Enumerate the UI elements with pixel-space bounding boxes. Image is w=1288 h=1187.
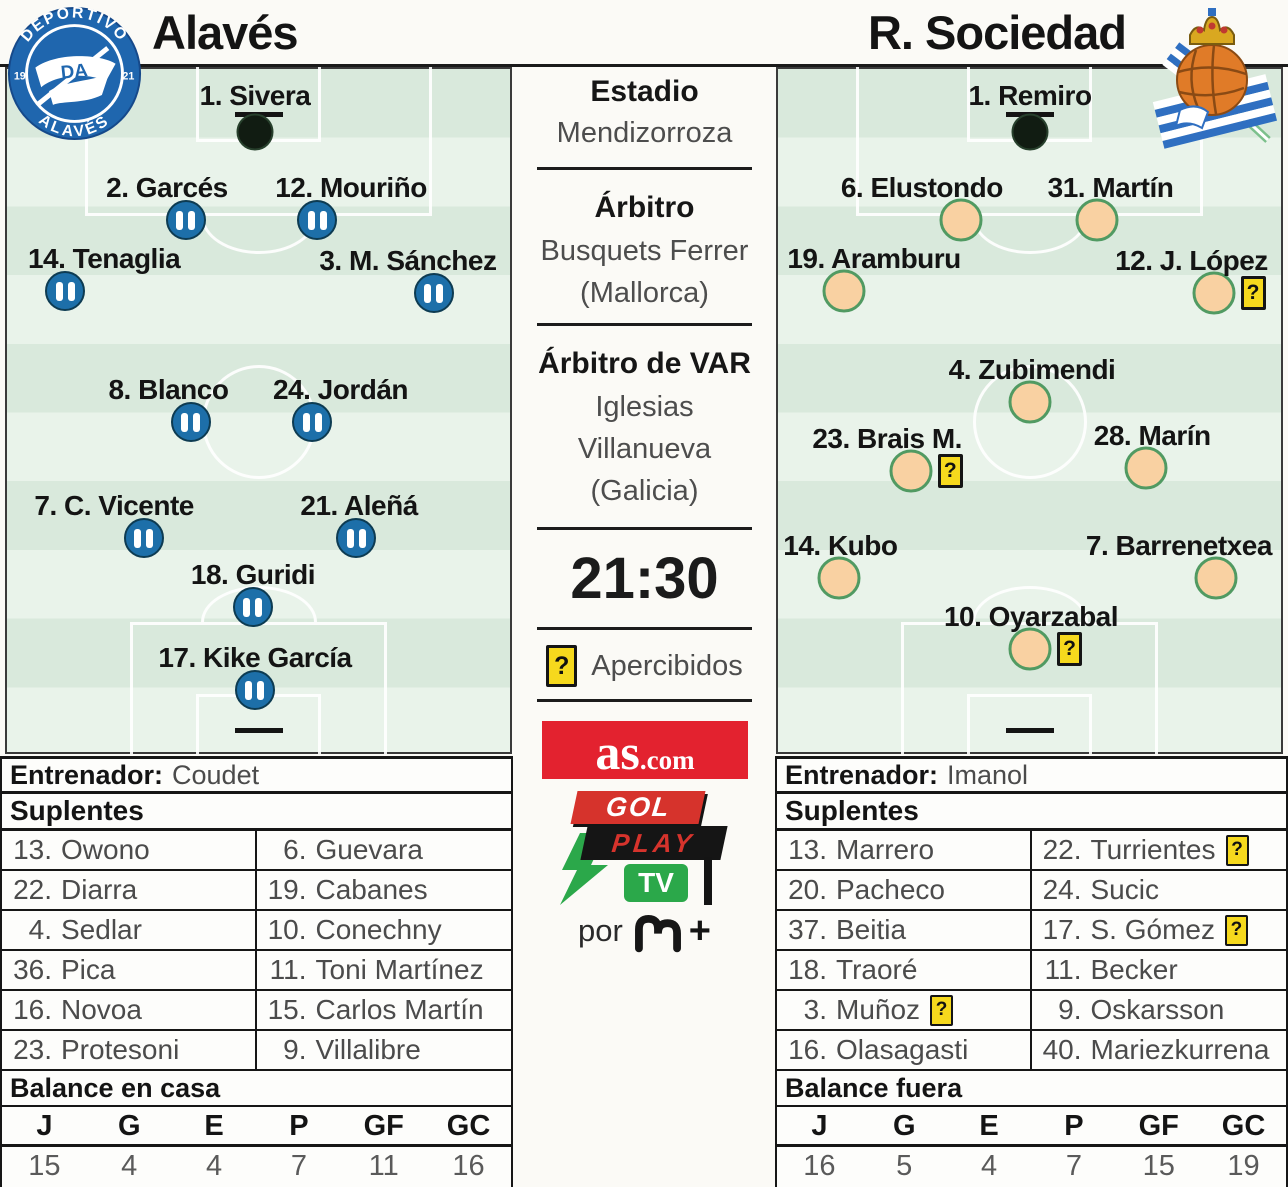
jersey-stripe [134,529,141,548]
substitute-name: Muñoz [836,994,921,1025]
player-label: 8. Blanco [108,374,229,405]
player-dot [292,402,332,442]
logo-bar [704,857,712,905]
substitute-number: 11. [269,954,307,985]
substitute-name: Toni Martínez [315,954,484,985]
substitute-name: Sucic [1090,874,1159,905]
away-team-title: R. Sociedad [867,6,1126,59]
substitute-name: Beitia [836,914,907,945]
warning-card-icon: ? [930,995,953,1026]
gol-play-tv-logo [544,791,744,905]
por-label: por [577,913,623,948]
balance-title: Balance fuera [777,1071,1286,1107]
balance-value: 16 [803,1150,836,1182]
substitute-number: 24. [1042,874,1082,905]
substitutes-row [777,1031,1286,1071]
balance-column-header: G [892,1110,916,1142]
substitute-cell [257,951,512,989]
substitute-cell [1032,1031,1287,1069]
goal-mark [1006,728,1054,733]
player-dot [297,200,337,240]
balance-title: Balance en casa [2,1071,511,1107]
jersey-stripe [347,529,354,548]
jersey-stripe [320,211,327,230]
jersey-stripe [255,598,262,617]
substitute-name: Sedlar [61,914,142,945]
player-label: 21. Aleñá [300,490,418,521]
balance-value: 4 [206,1150,223,1182]
coach-name: Coudet [172,759,260,790]
substitute-number: 10. [267,914,307,945]
substitute-number: 18. [788,954,827,985]
player-label: 7. Barrenetxea [1085,530,1272,561]
substitute-cell [777,951,1032,989]
substitute-name: Olasagasti [836,1034,969,1065]
jersey-stripe [303,413,310,432]
substitutes-row [2,991,511,1031]
goalkeeper-dot [1012,114,1049,151]
substitute-number: 9. [1058,994,1082,1025]
jersey-stripe [181,413,188,432]
warning-card-icon: ? [938,454,963,488]
substitute-name: Conechny [315,914,442,945]
substitute-cell [777,1031,1032,1069]
player-dot [336,518,376,558]
as-logo-text: as [595,724,640,780]
substitute-name: Villalibre [315,1034,421,1065]
balance-column-header: J [811,1110,828,1142]
substitute-number: 22. [13,874,52,905]
substitute-name: Protesoni [61,1034,180,1065]
substitute-cell [1032,951,1287,989]
warning-card-icon: ? [1241,276,1266,310]
substitute-name: Turrientes [1090,834,1216,865]
away-pitch [776,67,1283,754]
substitutes-table [777,831,1286,1071]
player-label: 14. Tenaglia [27,243,181,274]
substitute-number: 16. [788,1034,827,1065]
substitute-name: Carlos Martín [315,994,484,1025]
player-dot [1009,628,1052,671]
crest-monogram: DA [59,59,89,83]
player-label: 6. Elustondo [840,172,1003,203]
movistar-m-icon [632,909,684,953]
referee-label: Árbitro [594,191,695,224]
substitutes-row [777,871,1286,911]
player-dot [233,587,273,627]
balance-header-row [777,1107,1286,1147]
substitute-number: 9. [283,1034,307,1065]
substitutes-row [2,871,511,911]
substitute-number: 20. [788,874,827,905]
player-dot [1009,381,1052,424]
substitute-cell [1032,871,1287,909]
referee-name: Busquets Ferrer [540,235,749,267]
player-dot [818,557,861,600]
player-label: 31. Martín [1047,172,1174,203]
coach-label: Entrenador: [10,759,164,790]
player-label: 28. Marín [1093,420,1211,451]
player-dot [171,402,211,442]
player-dot [1076,199,1119,242]
substitute-number: 11. [1044,954,1082,985]
substitute-cell [257,911,512,949]
movistar-plus-sign: + [688,909,711,952]
substitutes-table [2,831,511,1071]
player-label: 1. Sivera [199,80,311,111]
crest-year-right: 21 [122,70,135,83]
tv-logo-box: TV [624,864,688,902]
separator [537,627,752,630]
jersey-stripe [315,413,322,432]
substitute-cell [2,991,257,1029]
substitute-number: 22. [1042,834,1082,865]
substitutes-row [777,991,1286,1031]
warned-players-label: Apercibidos [591,649,743,682]
substitute-name: Mariezkurrena [1090,1034,1270,1065]
stadium-name: Mendizorroza [556,117,733,149]
player-label: 7. C. Vicente [34,490,194,521]
substitute-number: 3. [803,994,827,1025]
play-logo-text: PLAY [610,827,698,858]
substitute-number: 4. [28,914,52,945]
balance-value: 4 [121,1150,138,1182]
balance-value: 19 [1227,1150,1260,1182]
jersey-stripe [176,211,183,230]
balance-value: 7 [1065,1150,1082,1182]
player-label: 1. Remiro [968,80,1092,111]
jersey-stripe [257,681,264,700]
coach-label: Entrenador: [785,759,939,790]
balance-values-row [2,1147,511,1187]
jersey-stripe [68,282,75,301]
substitute-cell [777,831,1032,869]
home-team-block [0,756,513,1187]
balance-value: 7 [290,1150,307,1182]
goal-area-line [967,694,1093,754]
separator [537,323,752,326]
balance-column-header: GF [1138,1110,1179,1142]
substitute-number: 13. [788,834,827,865]
substitute-cell [257,831,512,869]
goalkeeper-dot [236,114,273,151]
substitute-number: 36. [13,954,52,985]
match-info-column [515,67,774,1187]
player-label: 3. M. Sánchez [319,245,497,276]
jersey-stripe [436,284,443,303]
separator [537,527,752,530]
player-label: 2. Garcés [106,172,228,203]
player-label: 14. Kubo [783,530,898,561]
goal-mark [235,728,283,733]
substitute-cell [777,991,1032,1029]
substitutes-row [777,911,1286,951]
balance-value: 15 [28,1150,61,1182]
var-referee-name1: Iglesias [595,391,694,423]
substitute-cell [257,991,512,1029]
referee-region: (Mallorca) [580,277,709,309]
substitute-number: 19. [267,874,307,905]
substitute-name: Owono [61,834,150,865]
substitute-name: Pacheco [836,874,945,905]
player-dot [939,199,982,242]
substitutes-row [2,911,511,951]
substitute-cell [2,951,257,989]
jersey-stripe [188,211,195,230]
player-label: 17. Kike García [158,642,352,673]
penalty-arc-line [972,216,1088,254]
home-team-title: Alavés [152,6,298,59]
player-dot [1125,447,1168,490]
substitute-cell [777,871,1032,909]
substitute-number: 16. [13,994,52,1025]
player-dot [1194,557,1237,600]
substitute-cell [1032,831,1287,869]
substitute-name: Guevara [315,834,423,865]
separator [537,699,752,702]
as-com-logo [542,721,748,779]
player-label: 12. J. López [1115,245,1268,276]
substitute-name: Cabanes [315,874,428,905]
substitutes-title: Suplentes [777,794,1286,831]
jersey-stripe [245,681,252,700]
balance-value: 4 [981,1150,998,1182]
play-logo-box [580,826,727,860]
coach-name: Imanol [947,759,1029,790]
balance-value: 5 [896,1150,913,1182]
balance-column-header: GF [363,1110,404,1142]
balance-header-row [2,1107,511,1147]
substitute-cell [777,911,1032,949]
crest-year-left: 19 [13,70,26,83]
jersey-stripe [146,529,153,548]
player-dot [235,670,275,710]
warned-players-legend [515,645,774,687]
substitute-name: Marrero [836,834,935,865]
jersey-stripe [424,284,431,303]
var-referee-label: Árbitro de VAR [538,347,751,380]
substitute-cell [1032,991,1287,1029]
player-dot [889,450,932,493]
balance-column-header: J [36,1110,53,1142]
separator [537,167,752,170]
substitute-number: 40. [1042,1034,1082,1065]
player-label: 12. Mouriño [275,172,427,203]
substitute-cell [2,871,257,909]
substitute-name: Becker [1090,954,1178,985]
balance-value: 15 [1142,1150,1175,1182]
balance-value: 11 [368,1150,399,1182]
warning-card-icon: ? [546,645,577,687]
coach-row [777,756,1286,794]
substitutes-row [2,1031,511,1071]
player-dot [166,200,206,240]
as-logo-domain: .com [639,745,695,775]
substitute-cell [2,911,257,949]
player-label: 19. Aramburu [787,243,961,274]
jersey-stripe [308,211,315,230]
substitute-name: S. Gómez [1090,914,1215,945]
substitute-name: Oskarsson [1090,994,1225,1025]
balance-value: 16 [452,1150,485,1182]
real-sociedad-crest-icon [1134,0,1286,152]
substitute-cell [1032,911,1287,949]
gol-logo-box [570,791,705,824]
player-label: 24. Jordán [272,374,409,405]
player-dot [124,518,164,558]
warning-card-icon: ? [1225,915,1248,946]
player-label: 4. Zubimendi [948,354,1116,385]
jersey-stripe [193,413,200,432]
substitute-number: 37. [788,914,827,945]
var-referee-name2: Villanueva [577,433,712,465]
substitute-cell [2,1031,257,1069]
player-label: 10. Oyarzabal [943,601,1119,632]
substitute-number: 23. [13,1034,52,1065]
substitute-number: 6. [283,834,307,865]
home-pitch [5,67,512,754]
jersey-stripe [56,282,63,301]
var-referee-region: (Galicia) [590,475,699,507]
player-dot [414,273,454,313]
kickoff-time: 21:30 [570,546,719,611]
substitute-number: 13. [13,834,52,865]
substitutes-title: Suplentes [2,794,511,831]
balance-column-header: E [204,1110,224,1142]
player-label: 23. Brais M. [812,423,962,454]
substitute-number: 15. [267,994,307,1025]
substitute-name: Novoa [61,994,142,1025]
coach-row [2,756,511,794]
balance-column-header: GC [1221,1110,1266,1142]
crest-text-top: DEPORTIVO [17,4,132,46]
balance-column-header: G [117,1110,141,1142]
balance-column-header: E [979,1110,999,1142]
jersey-stripe [359,529,366,548]
warning-card-icon: ? [1226,835,1249,866]
balance-column-header: P [289,1110,309,1142]
balance-column-header: P [1064,1110,1084,1142]
substitute-cell [2,831,257,869]
substitutes-row [777,831,1286,871]
player-dot [1192,272,1235,315]
substitute-name: Pica [61,954,116,985]
crest-text-bottom: ALAVÉS [35,111,114,141]
substitute-name: Diarra [61,874,138,905]
substitute-cell [257,871,512,909]
player-label: 18. Guridi [190,559,316,590]
substitute-name: Traoré [836,954,918,985]
warning-card-icon: ? [1057,632,1082,666]
away-team-block [775,756,1288,1187]
stadium-label: Estadio [590,75,699,108]
gol-logo-text: GOL [604,792,672,822]
player-dot [45,271,85,311]
broadcaster-row [515,909,774,953]
jersey-stripe [243,598,250,617]
substitutes-row [2,951,511,991]
substitutes-row [777,951,1286,991]
substitute-number: 17. [1042,914,1082,945]
balance-values-row [777,1147,1286,1187]
alaves-crest-icon [6,3,143,144]
substitute-cell [257,1031,512,1069]
balance-column-header: GC [446,1110,491,1142]
player-dot [823,270,866,313]
substitutes-row [2,831,511,871]
